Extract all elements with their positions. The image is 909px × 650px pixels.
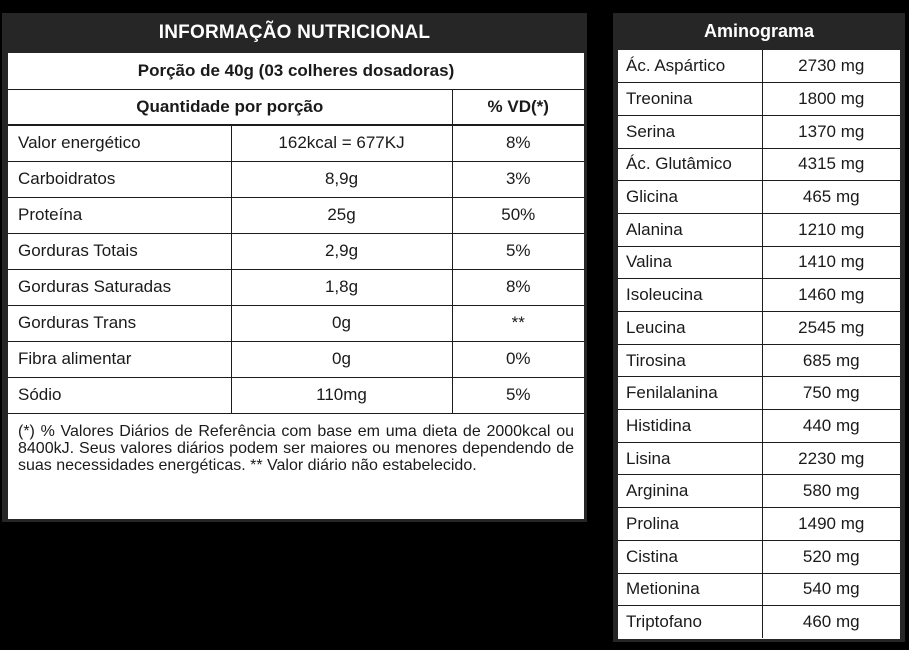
nutrition-table: [8, 53, 584, 414]
nutrient-row: [8, 233, 584, 269]
amino-acid-name: Fenilalanina: [618, 377, 762, 410]
amino-acid-row: [618, 573, 900, 606]
aminogram-title: Aminograma: [703, 21, 815, 41]
nutrient-vd: 50%: [452, 197, 584, 233]
nutrient-row: [8, 377, 584, 413]
aminogram-panel: [613, 13, 905, 642]
amino-acid-amount: 4315 mg: [762, 148, 900, 181]
nutrient-row: [8, 305, 584, 341]
nutrient-row: [8, 161, 584, 197]
amino-acid-name: Metionina: [618, 573, 762, 606]
nutrient-amount: 2,9g: [231, 233, 452, 269]
amino-acid-amount: 1800 mg: [762, 83, 900, 116]
amino-acid-row: [618, 148, 900, 181]
nutrient-vd: **: [452, 305, 584, 341]
amino-acid-name: Tirosina: [618, 344, 762, 377]
amino-acid-amount: 750 mg: [762, 377, 900, 410]
nutrient-vd: 5%: [452, 233, 584, 269]
portion-row: [8, 53, 584, 89]
amino-acid-name: Arginina: [618, 475, 762, 508]
amino-acid-name: Ác. Glutâmico: [618, 148, 762, 181]
aminogram-table: [618, 50, 900, 638]
aminogram-rows: [618, 50, 900, 638]
nutrient-vd: 5%: [452, 377, 584, 413]
amino-acid-row: [618, 475, 900, 508]
nutrition-title: INFORMAÇÃO NUTRICIONAL: [158, 22, 431, 43]
nutrient-row: [8, 269, 584, 305]
amino-acid-amount: 540 mg: [762, 573, 900, 606]
portion-label: Porção de 40g (03 colheres dosadoras): [8, 53, 584, 89]
amino-acid-name: Triptofano: [618, 606, 762, 639]
amino-acid-name: Valina: [618, 246, 762, 279]
nutrition-box: [8, 53, 584, 519]
amino-acid-row: [618, 312, 900, 345]
nutrition-footnote: (*) % Valores Diários de Referência com base em uma dieta de 2000kcal ou 8400kJ. Seus valores diários podem ser maiores ou menores dependendo de suas necessidades energéticas. ** Valor diário não estabelecido.: [18, 422, 574, 474]
amino-acid-row: [618, 115, 900, 148]
nutrient-amount: 162kcal = 677KJ: [231, 125, 452, 161]
nutrient-amount: 110mg: [231, 377, 452, 413]
nutrition-header-row: [8, 89, 584, 125]
amino-acid-row: [618, 377, 900, 410]
nutrient-row: [8, 197, 584, 233]
nutrient-amount: 0g: [231, 341, 452, 377]
amino-acid-amount: 685 mg: [762, 344, 900, 377]
nutrient-vd: 8%: [452, 125, 584, 161]
amino-acid-row: [618, 344, 900, 377]
nutrient-vd: 0%: [452, 341, 584, 377]
amino-acid-name: Cistina: [618, 540, 762, 573]
amino-acid-name: Prolina: [618, 508, 762, 541]
nutrient-name: Proteína: [8, 197, 231, 233]
amino-acid-amount: 2545 mg: [762, 312, 900, 345]
nutrient-name: Gorduras Trans: [8, 305, 231, 341]
amino-acid-amount: 520 mg: [762, 540, 900, 573]
amino-acid-amount: 1410 mg: [762, 246, 900, 279]
nutrient-name: Carboidratos: [8, 161, 231, 197]
amino-acid-amount: 2230 mg: [762, 442, 900, 475]
amino-acid-name: Glicina: [618, 181, 762, 214]
nutrient-name: Fibra alimentar: [8, 341, 231, 377]
amino-acid-name: Lisina: [618, 442, 762, 475]
amino-acid-amount: 1370 mg: [762, 115, 900, 148]
amino-acid-row: [618, 181, 900, 214]
nutrient-name: Sódio: [8, 377, 231, 413]
amino-acid-name: Isoleucina: [618, 279, 762, 312]
amino-acid-name: Alanina: [618, 213, 762, 246]
amino-acid-row: [618, 279, 900, 312]
amino-acid-name: Ác. Aspártico: [618, 50, 762, 83]
amino-acid-amount: 1490 mg: [762, 508, 900, 541]
nutrient-amount: 8,9g: [231, 161, 452, 197]
nutrient-name: Gorduras Totais: [8, 233, 231, 269]
amino-acid-name: Serina: [618, 115, 762, 148]
nutrition-facts-panel: [2, 13, 587, 522]
amino-acid-amount: 2730 mg: [762, 50, 900, 83]
amino-acid-name: Treonina: [618, 83, 762, 116]
nutrition-rows: [8, 125, 584, 413]
nutrient-row: [8, 125, 584, 161]
nutrient-vd: 3%: [452, 161, 584, 197]
nutrient-row: [8, 341, 584, 377]
amino-acid-amount: 465 mg: [762, 181, 900, 214]
nutrient-name: Gorduras Saturadas: [8, 269, 231, 305]
amino-acid-row: [618, 508, 900, 541]
nutrient-amount: 0g: [231, 305, 452, 341]
amino-acid-amount: 460 mg: [762, 606, 900, 639]
nutrient-name: Valor energético: [8, 125, 231, 161]
amino-acid-amount: 1210 mg: [762, 213, 900, 246]
aminogram-box: [618, 50, 900, 639]
nutrient-amount: 25g: [231, 197, 452, 233]
amino-acid-row: [618, 83, 900, 116]
nutrient-vd: 8%: [452, 269, 584, 305]
nutrient-amount: 1,8g: [231, 269, 452, 305]
quantity-header: Quantidade por porção: [8, 89, 452, 125]
amino-acid-name: Histidina: [618, 410, 762, 443]
amino-acid-row: [618, 606, 900, 639]
amino-acid-row: [618, 540, 900, 573]
amino-acid-amount: 580 mg: [762, 475, 900, 508]
amino-acid-row: [618, 410, 900, 443]
amino-acid-row: [618, 442, 900, 475]
vd-header: % VD(*): [452, 89, 584, 125]
amino-acid-row: [618, 50, 900, 83]
amino-acid-amount: 440 mg: [762, 410, 900, 443]
amino-acid-amount: 1460 mg: [762, 279, 900, 312]
amino-acid-name: Leucina: [618, 312, 762, 345]
amino-acid-row: [618, 213, 900, 246]
amino-acid-row: [618, 246, 900, 279]
